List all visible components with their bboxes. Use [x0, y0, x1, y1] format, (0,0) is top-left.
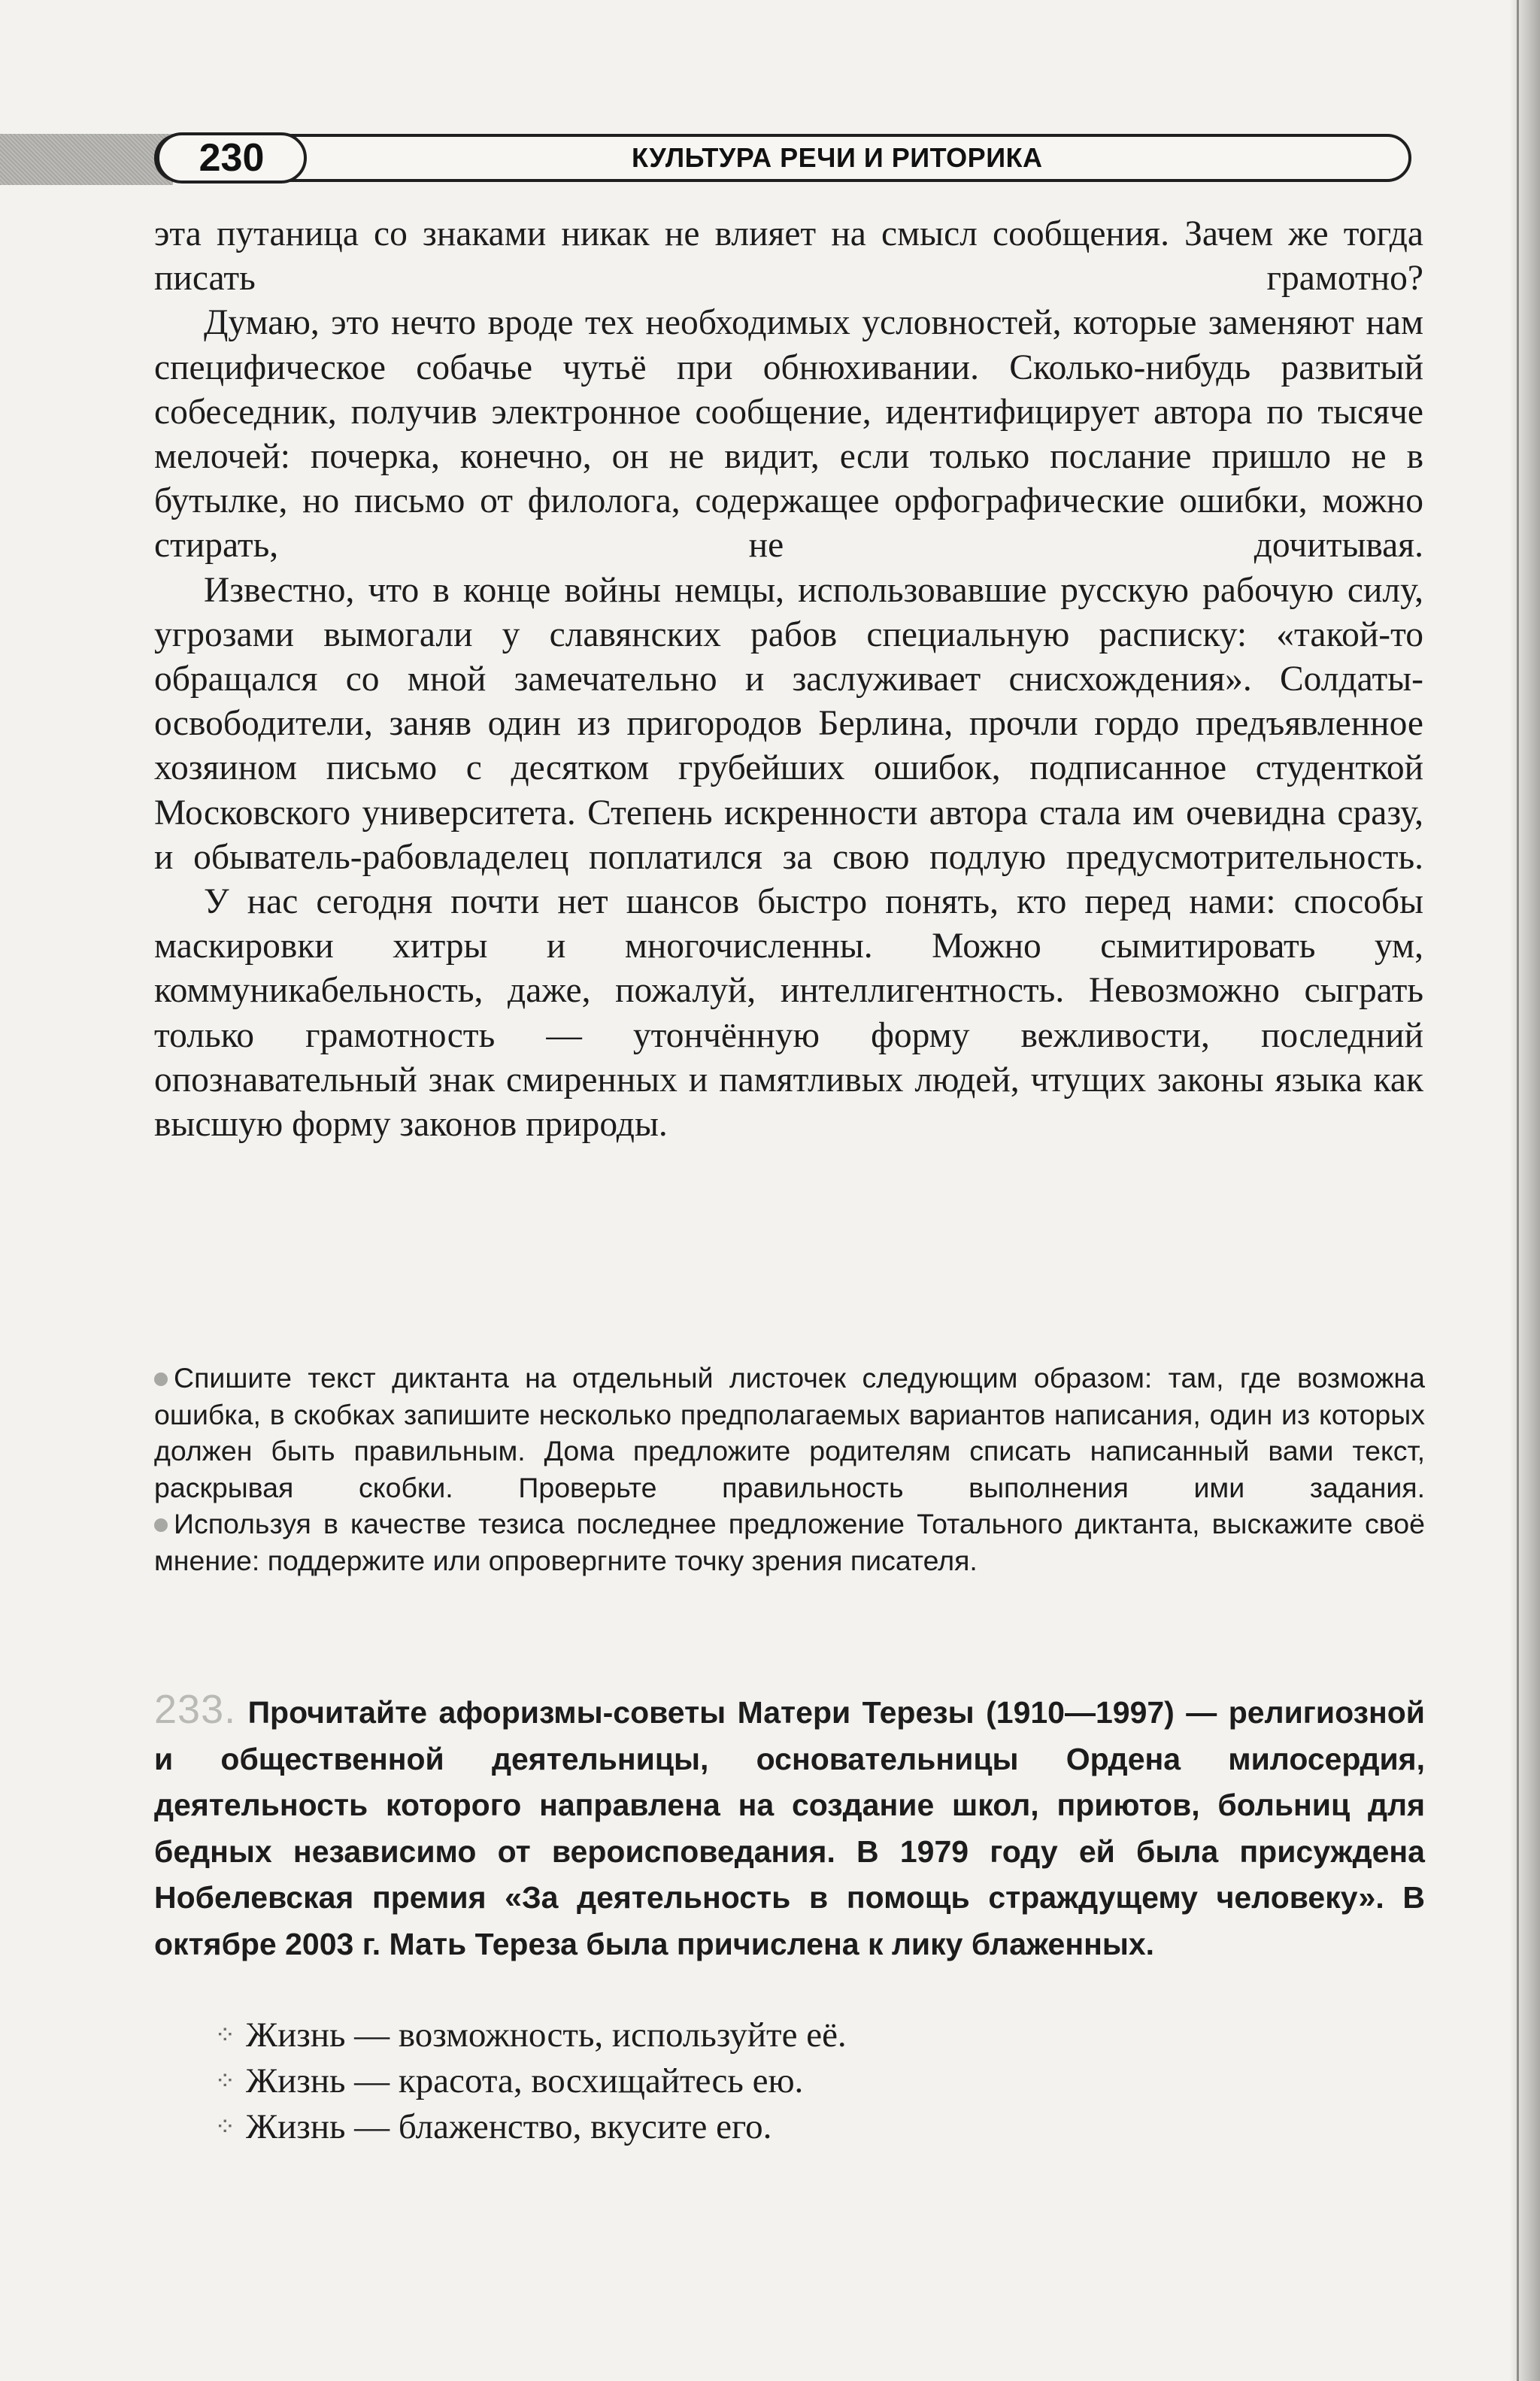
task-text: Используя в качестве тезиса последнее предложение Тотального диктанта, выскажите своё мнение: поддержите или опровергните точку зрения писателя. — [154, 1508, 1425, 1576]
scan-edge-line — [1517, 0, 1519, 2381]
task-text: Спишите текст диктанта на отдельный листочек следующим образом: там, где возможна ошибка, в скобках запишите несколько предполагаемых вариантов написания, один из которых должен быть правильным. Дома предложите родителям списать написанный вами текст, раскрывая скобки. Проверьте правильность выполнения ими задания. — [154, 1362, 1425, 1503]
bullet-dot-icon — [154, 1518, 168, 1532]
bullet-dot-icon — [154, 1372, 168, 1386]
task-item — [154, 1506, 1425, 1579]
task-list — [154, 1360, 1425, 1579]
paragraph: эта путаница со знаками никак не влияет на смысл сообщения. Зачем же тогда писать грамотно? — [154, 214, 1423, 299]
exercise-text: Прочитайте афоризмы-советы Матери Терезы (1910—1997) — религиозной и общественной деятельницы, основательницы Ордена милосердия, деятельность которого направлена на создание школ, приютов, больниц для бедных независимо от вероисповедания. В 1979 году ей была присуждена Нобелевская премия «За деятельность в помощь страждущему человеку». В октябре 2003 г. Мать Тереза была причислена к лику блаженных. — [154, 1695, 1425, 1961]
aphorism-item — [214, 2012, 1342, 2058]
diamond-bullet-icon: ⁘ — [214, 2112, 236, 2142]
task-item — [154, 1360, 1425, 1506]
running-title: КУЛЬТУРА РЕЧИ И РИТОРИКА — [632, 142, 1043, 173]
aphorism-text: Жизнь — возможность, используйте её. — [246, 2016, 847, 2055]
page-number: 230 — [156, 132, 307, 184]
aphorism-item — [214, 2104, 1342, 2150]
aphorism-list — [214, 2012, 1342, 2150]
exercise-text-line — [154, 1687, 1425, 1967]
aphorism-text: Жизнь — красота, восхищайтесь ею. — [246, 2061, 804, 2100]
exercise-block — [154, 1687, 1425, 1967]
diamond-bullet-icon: ⁘ — [214, 2020, 236, 2050]
scan-edge-shadow — [1510, 0, 1540, 2381]
paragraph: Известно, что в конце войны немцы, использовавшие русскую рабочую силу, угрозами вымогали у славянских рабов специальную расписку: «такой-то обращался со мной замечательно и заслуживает снисхождения». Солдаты-освободители, заняв один из пригородов Берлина, прочли гордо предъявленное хозяином письмо с десятком грубейших ошибок, подписанное студенткой Московского университета. Степень искренности автора стала им очевидна сразу, и обыватель-рабовладелец поплатился за свою подлую предусмотрительность. — [154, 570, 1423, 877]
paragraph: У нас сегодня почти нет шансов быстро понять, кто перед нами: способы маскировки хитры и многочисленны. Можно сымитировать ум, коммуникабельность, даже, пожалуй, интеллигентность. Невозможно сыграть только грамотность — утончённую форму вежливости, последний опознавательный знак смиренных и памятливых людей, чтущих законы языка как высшую форму законов природы. — [154, 882, 1423, 1145]
aphorism-item — [214, 2058, 1342, 2104]
diamond-bullet-icon: ⁘ — [214, 2066, 236, 2096]
exercise-number: 233. — [154, 1687, 237, 1732]
paragraph: Думаю, это нечто вроде тех необходимых условностей, которые заменяют нам специфическое собачье чутьё при обнюхивании. Сколько-нибудь развитый собеседник, получив электронное сообщение, идентифицирует автора по тысяче мелочей: почерка, конечно, он не видит, если только послание пришло не в бутылке, но письмо от филолога, содержащее орфографические ошибки, можно стирать, не дочитывая. — [154, 303, 1423, 566]
main-text — [154, 212, 1423, 1147]
aphorism-text: Жизнь — блаженство, вкусите его. — [246, 2107, 772, 2146]
header-texture — [0, 134, 173, 185]
